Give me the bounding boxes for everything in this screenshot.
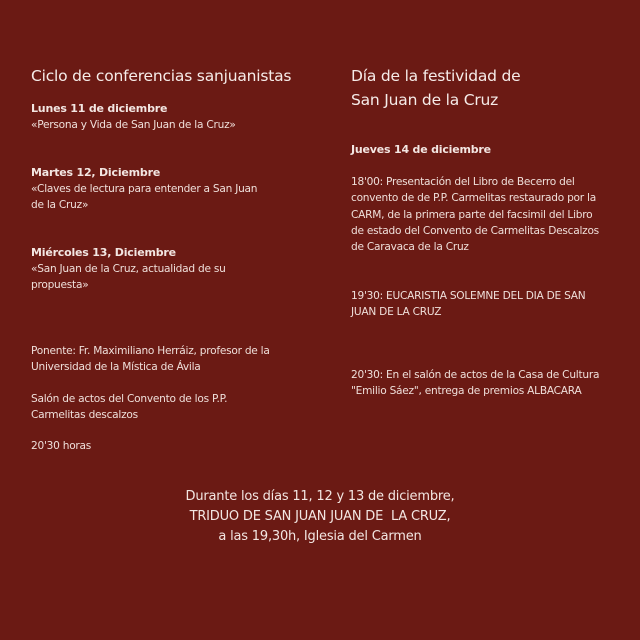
event-line: JUAN DE LA CRUZ: [351, 306, 442, 319]
session-talk-title: de la Cruz»: [31, 199, 89, 212]
event-line: de estado del Convento de Carmelitas Descalzos: [351, 224, 599, 237]
speaker-info: [31, 343, 270, 376]
event-line: de Caravaca de la Cruz: [351, 241, 469, 254]
event-line: 20'30: En el salón de actos de la Casa de Cultura: [351, 369, 600, 381]
session-tuesday: [31, 165, 257, 214]
triduo-announcement: [0, 487, 640, 547]
venue-line: Salón de actos del Convento de los P.P.: [31, 393, 228, 405]
session-monday: [31, 101, 236, 133]
event-1800: [351, 174, 599, 255]
event-1930: [351, 288, 585, 321]
event-2030: [351, 367, 599, 400]
venue-line: Carmelitas descalzos: [31, 409, 138, 422]
feast-title-line: Día de la festividad de: [351, 67, 521, 85]
time-text: 20'30 horas: [31, 440, 92, 452]
session-talk-title: «San Juan de la Cruz, actualidad de su: [31, 263, 226, 275]
speaker-line: Ponente: Fr. Maximiliano Herráiz, profesor de la: [31, 345, 270, 357]
session-day: Martes 12, Diciembre: [31, 166, 161, 179]
event-line: 18'00: Presentación del Libro de Becerro del: [351, 176, 575, 188]
session-talk-title: «Claves de lectura para entender a San Juan: [31, 183, 258, 195]
time-info: [31, 438, 91, 454]
event-line: CARM, de la primera parte del facsimil del Libro: [351, 208, 593, 221]
feast-day-date: [351, 142, 491, 158]
conference-cycle-title: Ciclo de conferencias sanjuanistas: [31, 67, 292, 85]
session-talk-title: «Persona y Vida de San Juan de la Cruz»: [31, 119, 236, 131]
feast-title-line: San Juan de la Cruz: [351, 91, 499, 109]
footer-line: a las 19,30h, Iglesia del Carmen: [218, 529, 422, 544]
session-day: Miércoles 13, Diciembre: [31, 246, 176, 259]
footer-line: Durante los días 11, 12 y 13 de diciembre,: [185, 489, 455, 504]
session-day: Lunes 11 de diciembre: [31, 102, 168, 115]
event-line: convento de de P.P. Carmelitas restaurado por la: [351, 192, 596, 205]
venue-info: [31, 391, 227, 424]
session-wednesday: [31, 245, 226, 294]
event-line: "Emilio Sáez", entrega de premios ALBACARA: [351, 385, 582, 398]
event-line: 19'30: EUCARISTIA SOLEMNE DEL DIA DE SAN: [351, 290, 586, 302]
feast-day-label: Jueves 14 de diciembre: [351, 143, 491, 156]
feast-day-title: [351, 64, 521, 112]
footer-line: TRIDUO DE SAN JUAN JUAN DE LA CRUZ,: [189, 509, 451, 524]
speaker-line: Universidad de la Mística de Ávila: [31, 361, 201, 374]
session-talk-title: propuesta»: [31, 279, 89, 292]
